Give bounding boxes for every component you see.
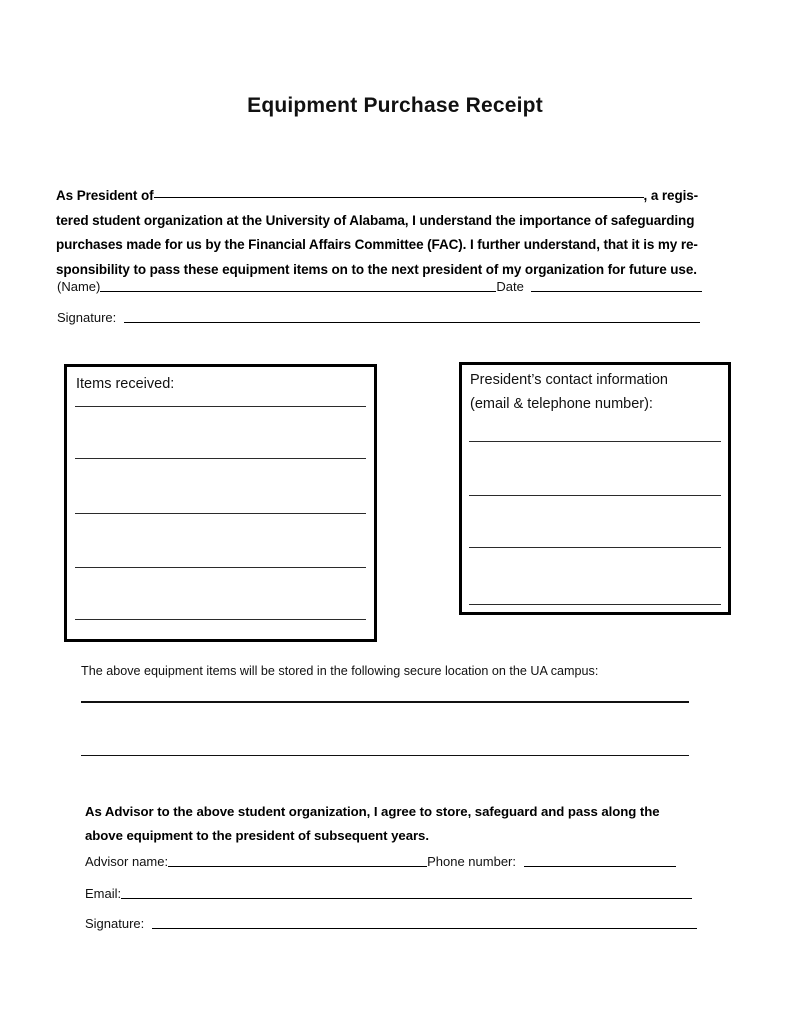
page-title: Equipment Purchase Receipt	[247, 94, 543, 117]
storage-location-text: The above equipment items will be stored in the following secure location on the UA campus:	[81, 664, 599, 678]
advisor-email-row	[85, 886, 692, 902]
advisor-phone-input-rule[interactable]	[524, 854, 676, 867]
intro-line-2: tered student organization at the University of Alabama, I understand the importance of safeguarding	[56, 212, 695, 228]
president-contact-line-2[interactable]	[469, 495, 721, 496]
intro-line-1	[56, 184, 716, 209]
advisor-email-label: Email:	[85, 886, 122, 901]
items-received-line-2[interactable]	[75, 458, 366, 459]
intro-line-3: purchases made for us by the Financial Affairs Committee (FAC). I further understand, that it is my re-	[56, 237, 698, 252]
advisor-phone-label: Phone number:	[427, 854, 516, 869]
president-contact-line-3[interactable]	[469, 547, 721, 548]
storage-location-line-2[interactable]	[81, 755, 689, 756]
items-received-line-4[interactable]	[75, 567, 366, 568]
intro-line-4: sponsibility to pass these equipment items on to the next president of my organization for future use.	[56, 261, 697, 277]
president-signature-row	[57, 310, 700, 326]
advisor-name-label: Advisor name:	[85, 854, 169, 869]
advisor-line-2: above equipment to the president of subsequent years.	[85, 828, 429, 843]
items-received-line-1[interactable]	[75, 406, 366, 407]
items-received-line-5[interactable]	[75, 619, 366, 620]
president-contact-line-1[interactable]	[469, 441, 721, 442]
president-name-label: (Name)	[57, 279, 101, 294]
president-name-date-row	[57, 279, 702, 295]
president-contact-heading-line1: President’s contact information	[470, 372, 669, 388]
advisor-signature-input-rule[interactable]	[152, 916, 697, 929]
president-contact-box	[459, 362, 731, 615]
advisor-paragraph	[85, 800, 705, 848]
advisor-email-input-rule[interactable]	[121, 886, 692, 899]
advisor-line-1: As Advisor to the above student organization, I agree to store, safeguard and pass along the	[85, 804, 660, 819]
president-contact-heading-line2: (email & telephone number):	[470, 396, 653, 412]
intro-line-1-suffix: , a regis-	[643, 188, 699, 203]
advisor-signature-row	[85, 916, 697, 932]
president-signature-input-rule[interactable]	[124, 310, 700, 323]
president-name-input-rule[interactable]	[100, 279, 496, 292]
advisor-signature-label: Signature:	[85, 916, 145, 931]
items-received-box	[64, 364, 377, 642]
advisor-name-phone-row	[85, 854, 676, 870]
items-received-heading: Items received:	[76, 376, 175, 392]
items-received-line-3[interactable]	[75, 513, 366, 514]
president-signature-label: Signature:	[57, 310, 117, 325]
president-date-label: Date	[496, 279, 524, 294]
advisor-name-input-rule[interactable]	[168, 854, 427, 867]
storage-location-line-1[interactable]	[81, 701, 689, 703]
president-contact-line-4[interactable]	[469, 604, 721, 605]
president-date-input-rule[interactable]	[531, 279, 702, 292]
intro-paragraph	[56, 184, 716, 282]
intro-line-1-prefix: As President of	[56, 188, 154, 203]
organization-name-fill[interactable]	[154, 186, 644, 198]
